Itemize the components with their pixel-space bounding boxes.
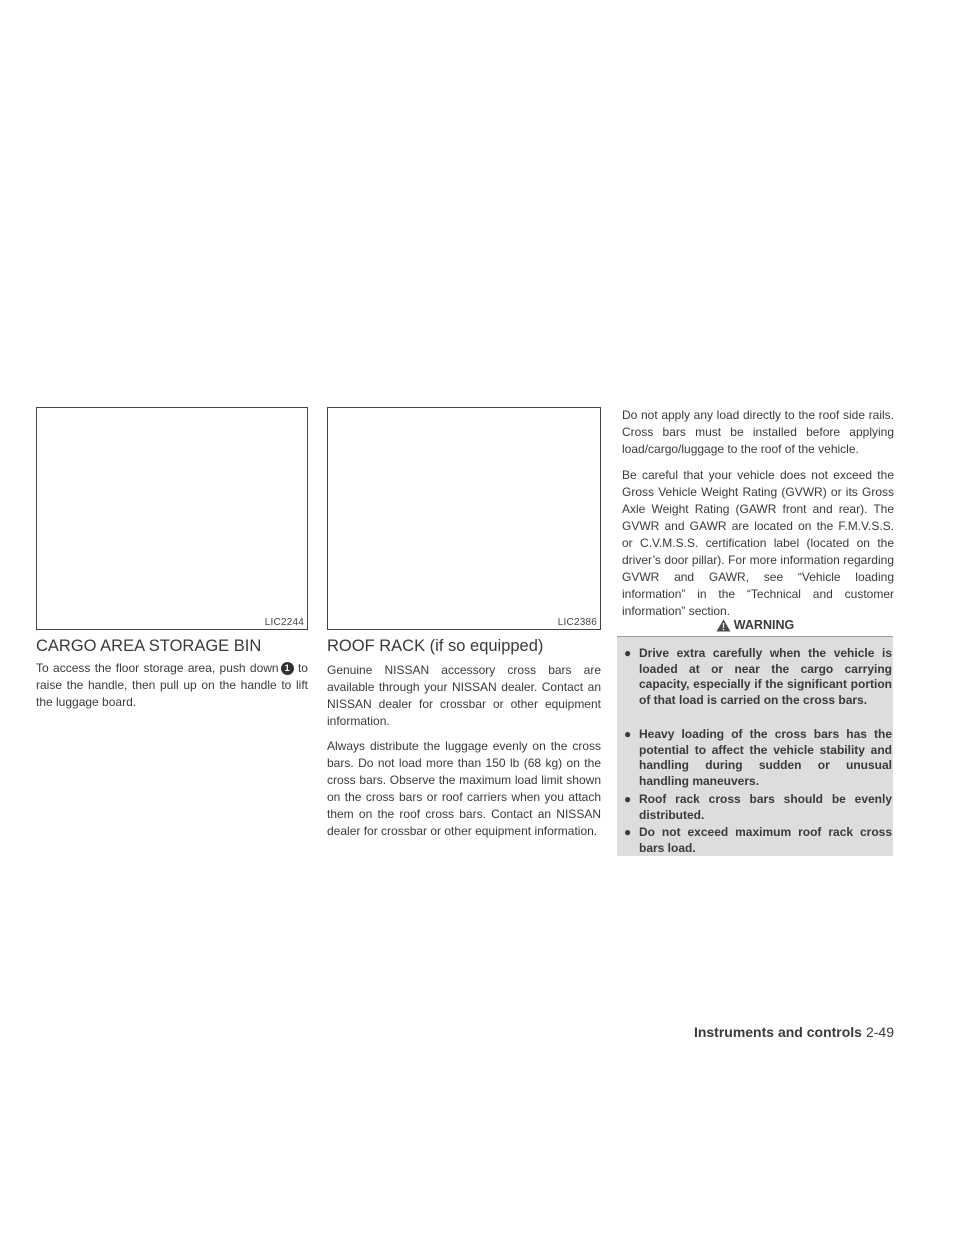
figure-cargo-storage-bin xyxy=(36,407,308,630)
roof-paragraph-2: Always distribute the luggage evenly on the cross bars. Do not load more than 150 lb (68 kg) on the cross bars. Observe the maximum load limit shown on the cross bars or roof carriers when you attach them on the roof cross bars. Contact an NISSAN dealer for crossbar or other equipment information. xyxy=(327,739,601,838)
cargo-text-after: to raise the handle, then pull up on the handle to lift the luggage board. xyxy=(36,661,308,709)
callout-1-icon: 1 xyxy=(281,662,294,675)
cargo-text-before: To access the floor storage area, push down xyxy=(36,661,279,675)
warning-divider xyxy=(617,636,893,637)
gvwr-paragraph: Be careful that your vehicle does not exceed the Gross Vehicle Weight Rating (GVWR) or its Gross Axle Weight Rating (GAWR front and rear). The GVWR and GAWR are located on the F.M.V.S.S. or C.V.M.S.S. certification label (located on the driver’s door pillar). For more information regarding GVWR and GAWR, see “Vehicle loading information” in the “Technical and customer information” section. xyxy=(622,468,894,618)
warning-item-text: Roof rack cross bars should be evenly distributed. xyxy=(639,792,892,822)
warning-item xyxy=(624,646,892,708)
figure-roof-rack xyxy=(327,407,601,630)
bullet-icon: ● xyxy=(624,792,632,806)
bullet-icon: ● xyxy=(624,727,632,741)
roof-paragraph-1: Genuine NISSAN accessory cross bars are available through your NISSAN dealer. Contact an NISSAN dealer for crossbar or other equipment information. xyxy=(327,663,601,728)
section-title-roof-rack: ROOF RACK (if so equipped) xyxy=(327,637,544,655)
cargo-paragraph xyxy=(36,660,308,711)
warning-title: WARNING xyxy=(733,618,795,632)
warning-header xyxy=(617,614,893,636)
warning-triangle-icon xyxy=(716,619,731,632)
warning-item xyxy=(624,727,892,789)
warning-item xyxy=(624,825,892,856)
warning-item-text: Drive extra carefully when the vehicle is loaded at or near the cargo carrying capacity, especially if the significant portion of that load is carried on the cross bars. xyxy=(639,646,892,707)
bullet-icon: ● xyxy=(624,646,632,660)
warning-item-text: Do not exceed maximum roof rack cross bars load. xyxy=(639,825,892,855)
warning-item xyxy=(624,792,892,823)
section-title-cargo: CARGO AREA STORAGE BIN xyxy=(36,637,262,655)
footer-section-name: Instruments and controls xyxy=(693,1024,862,1040)
roof-side-rails-paragraph: Do not apply any load directly to the roof side rails. Cross bars must be installed before applying load/cargo/luggage to the roof of the vehicle. xyxy=(622,408,894,456)
warning-item-text: Heavy loading of the cross bars has the potential to affect the vehicle stability and handling during sudden or unusual handling maneuvers. xyxy=(639,727,892,788)
figure-label: LIC2386 xyxy=(557,617,597,628)
warning-box xyxy=(617,618,893,856)
figure-label: LIC2244 xyxy=(264,617,304,628)
page-footer xyxy=(694,1024,894,1040)
bullet-icon: ● xyxy=(624,825,632,839)
page-number: 2-49 xyxy=(865,1024,894,1040)
